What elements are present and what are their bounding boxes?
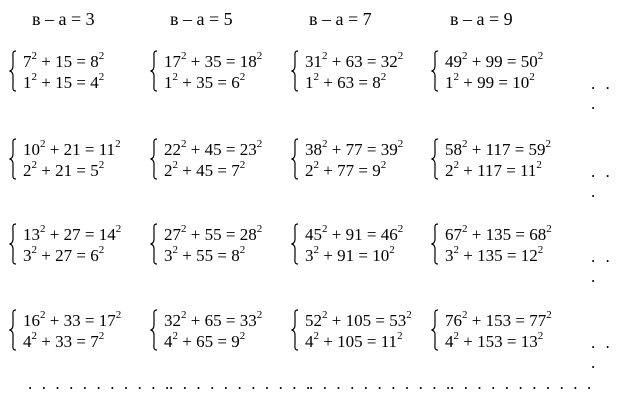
- equation-system: [290, 309, 440, 353]
- exponent: 2: [453, 159, 459, 172]
- result-base: 32: [380, 52, 398, 71]
- column-header-9: в – а = 9: [450, 9, 513, 29]
- result-base: 10: [372, 246, 390, 265]
- equation-line-bottom: [164, 161, 245, 181]
- base-number: 4: [23, 332, 32, 351]
- sum-term: + 65 =: [190, 311, 240, 330]
- base-number: 52: [305, 311, 322, 330]
- equation-line-bottom: [164, 332, 245, 352]
- row-ellipsis: . . .: [591, 333, 613, 372]
- equation-line-bottom: [23, 332, 104, 352]
- bottom-ellipsis-col-3: . . . . . . . . . . .: [309, 374, 453, 393]
- sum-term: + 117 =: [471, 140, 529, 159]
- exponent: 2: [40, 309, 46, 322]
- equation-line-bottom: [445, 161, 542, 181]
- equation-line-top: [445, 140, 551, 160]
- equation-system: [430, 138, 580, 182]
- equation-line-bottom: [445, 246, 543, 266]
- base-number: 76: [445, 311, 462, 330]
- result-base: 11: [98, 140, 116, 159]
- exponent: 2: [172, 159, 178, 172]
- exponent: 2: [256, 50, 263, 63]
- exponent: 2: [537, 244, 544, 257]
- exponent: 2: [98, 330, 105, 343]
- equation-line-top: [305, 140, 403, 160]
- base-number: 13: [23, 225, 40, 244]
- base-number: 16: [23, 311, 40, 330]
- result-base: 10: [512, 73, 530, 92]
- equation-line-top: [445, 225, 552, 245]
- sum-term: + 99 =: [471, 52, 521, 71]
- exponent: 2: [322, 223, 328, 236]
- exponent: 2: [172, 71, 178, 84]
- exponent: 2: [313, 71, 319, 84]
- base-number: 3: [164, 246, 173, 265]
- sum-term: + 153 =: [471, 311, 530, 330]
- sum-term: + 77 =: [323, 161, 373, 180]
- result-base: 59: [528, 140, 546, 159]
- sum-term: + 55 =: [190, 225, 240, 244]
- result-base: 28: [239, 225, 257, 244]
- exponent: 2: [546, 223, 552, 236]
- base-number: 22: [164, 140, 181, 159]
- base-number: 4: [305, 332, 314, 351]
- result-base: 11: [520, 161, 537, 180]
- exponent: 2: [397, 330, 403, 343]
- exponent: 2: [31, 330, 37, 343]
- exponent: 2: [31, 71, 37, 84]
- equation-line-bottom: [305, 161, 386, 181]
- equation-line-top: [305, 52, 403, 72]
- sum-term: + 135 =: [463, 246, 521, 265]
- curly-brace-icon: [149, 223, 158, 265]
- equation-system: [430, 50, 580, 94]
- result-base: 8: [231, 246, 240, 265]
- exponent: 2: [397, 223, 404, 236]
- result-base: 18: [239, 52, 257, 71]
- base-number: 4: [164, 332, 173, 351]
- curly-brace-icon: [290, 50, 299, 92]
- base-number: 31: [305, 52, 322, 71]
- exponent: 2: [181, 138, 187, 151]
- equation-line-top: [164, 225, 262, 245]
- equation-line-top: [305, 311, 412, 331]
- sum-term: + 91 =: [323, 246, 373, 265]
- base-number: 49: [445, 52, 462, 71]
- exponent: 2: [256, 223, 263, 236]
- row-ellipsis: . . .: [591, 74, 613, 113]
- curly-brace-icon: [8, 223, 17, 265]
- result-base: 68: [529, 225, 547, 244]
- base-number: 1: [305, 73, 314, 92]
- sum-term: + 55 =: [182, 246, 232, 265]
- result-base: 9: [231, 332, 240, 351]
- equation-line-bottom: [23, 73, 104, 93]
- equation-system: [149, 309, 299, 353]
- result-base: 23: [239, 140, 257, 159]
- bottom-ellipsis-col-2: . . . . . . . . . . .: [169, 374, 313, 393]
- exponent: 2: [256, 309, 263, 322]
- base-number: 4: [445, 332, 454, 351]
- sum-term: + 15 =: [41, 52, 91, 71]
- sum-term: + 45 =: [190, 140, 240, 159]
- equation-line-top: [445, 52, 543, 72]
- base-number: 1: [164, 73, 173, 92]
- sum-term: + 27 =: [41, 246, 91, 265]
- result-base: 14: [98, 225, 116, 244]
- base-number: 58: [445, 140, 462, 159]
- exponent: 2: [322, 50, 328, 63]
- sum-term: + 77 =: [331, 140, 381, 159]
- result-base: 4: [90, 73, 99, 92]
- equation-line-top: [445, 311, 552, 331]
- equation-line-top: [164, 52, 262, 72]
- result-base: 12: [520, 246, 538, 265]
- result-base: 33: [239, 311, 257, 330]
- exponent: 2: [115, 223, 122, 236]
- column-header-3: в – а = 3: [32, 9, 95, 29]
- equation-line-bottom: [305, 73, 386, 93]
- result-base: 13: [520, 332, 538, 351]
- exponent: 2: [397, 50, 404, 63]
- exponent: 2: [181, 223, 187, 236]
- sum-term: + 33 =: [41, 332, 91, 351]
- sum-term: + 117 =: [463, 161, 521, 180]
- exponent: 2: [322, 309, 328, 322]
- curly-brace-icon: [290, 309, 299, 351]
- exponent: 2: [256, 138, 263, 151]
- exponent: 2: [239, 71, 246, 84]
- curly-brace-icon: [430, 50, 439, 92]
- curly-brace-icon: [149, 50, 158, 92]
- equation-line-top: [305, 225, 403, 245]
- result-base: 39: [380, 140, 398, 159]
- sum-term: + 91 =: [331, 225, 381, 244]
- equation-line-bottom: [305, 332, 403, 352]
- sum-term: + 99 =: [463, 73, 513, 92]
- base-number: 2: [305, 161, 314, 180]
- sum-term: + 63 =: [323, 73, 373, 92]
- result-base: 46: [380, 225, 398, 244]
- exponent: 2: [98, 71, 105, 84]
- equation-system: [430, 223, 580, 267]
- curly-brace-icon: [149, 309, 158, 351]
- result-base: 8: [90, 52, 99, 71]
- base-number: 3: [445, 246, 454, 265]
- equation-line-top: [164, 140, 262, 160]
- row-ellipsis: . . .: [591, 247, 613, 286]
- sum-term: + 45 =: [182, 161, 232, 180]
- result-base: 53: [389, 311, 407, 330]
- base-number: 32: [164, 311, 181, 330]
- base-number: 45: [305, 225, 322, 244]
- exponent: 2: [313, 330, 319, 343]
- base-number: 3: [305, 246, 314, 265]
- exponent: 2: [529, 71, 535, 84]
- exponent: 2: [453, 330, 459, 343]
- exponent: 2: [40, 138, 46, 151]
- equation-line-bottom: [445, 73, 535, 93]
- row-ellipsis: . . .: [591, 162, 613, 201]
- exponent: 2: [172, 244, 178, 257]
- equation-line-bottom: [23, 246, 104, 266]
- exponent: 2: [40, 223, 46, 236]
- sum-term: + 63 =: [331, 52, 381, 71]
- base-number: 2: [164, 161, 173, 180]
- exponent: 2: [115, 309, 122, 322]
- result-base: 8: [372, 73, 381, 92]
- base-number: 7: [23, 52, 32, 71]
- exponent: 2: [406, 309, 412, 322]
- base-number: 2: [23, 161, 32, 180]
- equation-line-bottom: [23, 161, 104, 181]
- equation-system: [149, 223, 299, 267]
- equation-system: [149, 138, 299, 182]
- exponent: 2: [537, 50, 544, 63]
- curly-brace-icon: [149, 138, 158, 180]
- exponent: 2: [453, 244, 459, 257]
- base-number: 17: [164, 52, 181, 71]
- result-base: 17: [98, 311, 116, 330]
- curly-brace-icon: [430, 138, 439, 180]
- sum-term: + 135 =: [471, 225, 530, 244]
- exponent: 2: [31, 50, 37, 63]
- equation-line-bottom: [164, 246, 245, 266]
- base-number: 67: [445, 225, 462, 244]
- sum-term: + 35 =: [182, 73, 232, 92]
- result-base: 11: [380, 332, 398, 351]
- exponent: 2: [453, 71, 459, 84]
- equation-system: [149, 50, 299, 94]
- sum-term: + 153 =: [463, 332, 521, 351]
- equation-system: [8, 138, 158, 182]
- result-base: 9: [372, 161, 381, 180]
- equation-line-bottom: [164, 73, 245, 93]
- result-base: 50: [520, 52, 538, 71]
- result-base: 6: [90, 246, 99, 265]
- base-number: 38: [305, 140, 322, 159]
- base-number: 2: [445, 161, 454, 180]
- exponent: 2: [239, 244, 246, 257]
- curly-brace-icon: [8, 309, 17, 351]
- equation-system: [430, 309, 580, 353]
- result-base: 7: [90, 332, 99, 351]
- curly-brace-icon: [430, 223, 439, 265]
- result-base: 7: [231, 161, 240, 180]
- sum-term: + 21 =: [49, 140, 99, 159]
- exponent: 2: [536, 159, 542, 172]
- equation-system: [290, 50, 440, 94]
- column-header-7: в – а = 7: [309, 9, 372, 29]
- exponent: 2: [98, 159, 105, 172]
- curly-brace-icon: [290, 138, 299, 180]
- column-header-5: в – а = 5: [170, 9, 233, 29]
- exponent: 2: [462, 50, 468, 63]
- equation-line-top: [23, 140, 121, 160]
- bottom-ellipsis-col-4: . . . . . . . . . . .: [450, 374, 594, 393]
- base-number: 27: [164, 225, 181, 244]
- exponent: 2: [322, 138, 328, 151]
- exponent: 2: [98, 50, 105, 63]
- result-base: 77: [529, 311, 547, 330]
- exponent: 2: [397, 138, 404, 151]
- exponent: 2: [31, 159, 37, 172]
- sum-term: + 27 =: [49, 225, 99, 244]
- equation-system: [8, 223, 158, 267]
- exponent: 2: [181, 309, 187, 322]
- exponent: 2: [313, 244, 319, 257]
- sum-term: + 21 =: [41, 161, 91, 180]
- exponent: 2: [239, 159, 246, 172]
- equation-line-top: [23, 225, 121, 245]
- exponent: 2: [380, 71, 387, 84]
- exponent: 2: [462, 309, 468, 322]
- exponent: 2: [239, 330, 246, 343]
- exponent: 2: [389, 244, 395, 257]
- exponent: 2: [546, 309, 552, 322]
- exponent: 2: [462, 138, 468, 151]
- exponent: 2: [313, 159, 319, 172]
- equation-system: [290, 138, 440, 182]
- base-number: 10: [23, 140, 40, 159]
- exponent: 2: [462, 223, 468, 236]
- curly-brace-icon: [290, 223, 299, 265]
- equation-system: [8, 50, 158, 94]
- equation-system: [290, 223, 440, 267]
- equation-line-bottom: [305, 246, 395, 266]
- exponent: 2: [115, 138, 121, 151]
- curly-brace-icon: [430, 309, 439, 351]
- base-number: 1: [445, 73, 454, 92]
- sum-term: + 35 =: [190, 52, 240, 71]
- sum-term: + 105 =: [331, 311, 390, 330]
- sum-term: + 105 =: [323, 332, 381, 351]
- exponent: 2: [172, 330, 178, 343]
- base-number: 3: [23, 246, 32, 265]
- equation-line-top: [23, 311, 121, 331]
- exponent: 2: [31, 244, 37, 257]
- curly-brace-icon: [8, 138, 17, 180]
- exponent: 2: [545, 138, 552, 151]
- exponent: 2: [181, 50, 187, 63]
- exponent: 2: [537, 330, 544, 343]
- sum-term: + 33 =: [49, 311, 99, 330]
- exponent: 2: [98, 244, 105, 257]
- equation-line-bottom: [445, 332, 543, 352]
- base-number: 1: [23, 73, 32, 92]
- sum-term: + 65 =: [182, 332, 232, 351]
- equation-line-top: [164, 311, 262, 331]
- curly-brace-icon: [8, 50, 17, 92]
- equation-line-top: [23, 52, 104, 72]
- bottom-ellipsis-col-1: . . . . . . . . . . .: [28, 374, 172, 393]
- sum-term: + 15 =: [41, 73, 91, 92]
- result-base: 6: [231, 73, 240, 92]
- result-base: 5: [90, 161, 99, 180]
- exponent: 2: [380, 159, 387, 172]
- equation-system: [8, 309, 158, 353]
